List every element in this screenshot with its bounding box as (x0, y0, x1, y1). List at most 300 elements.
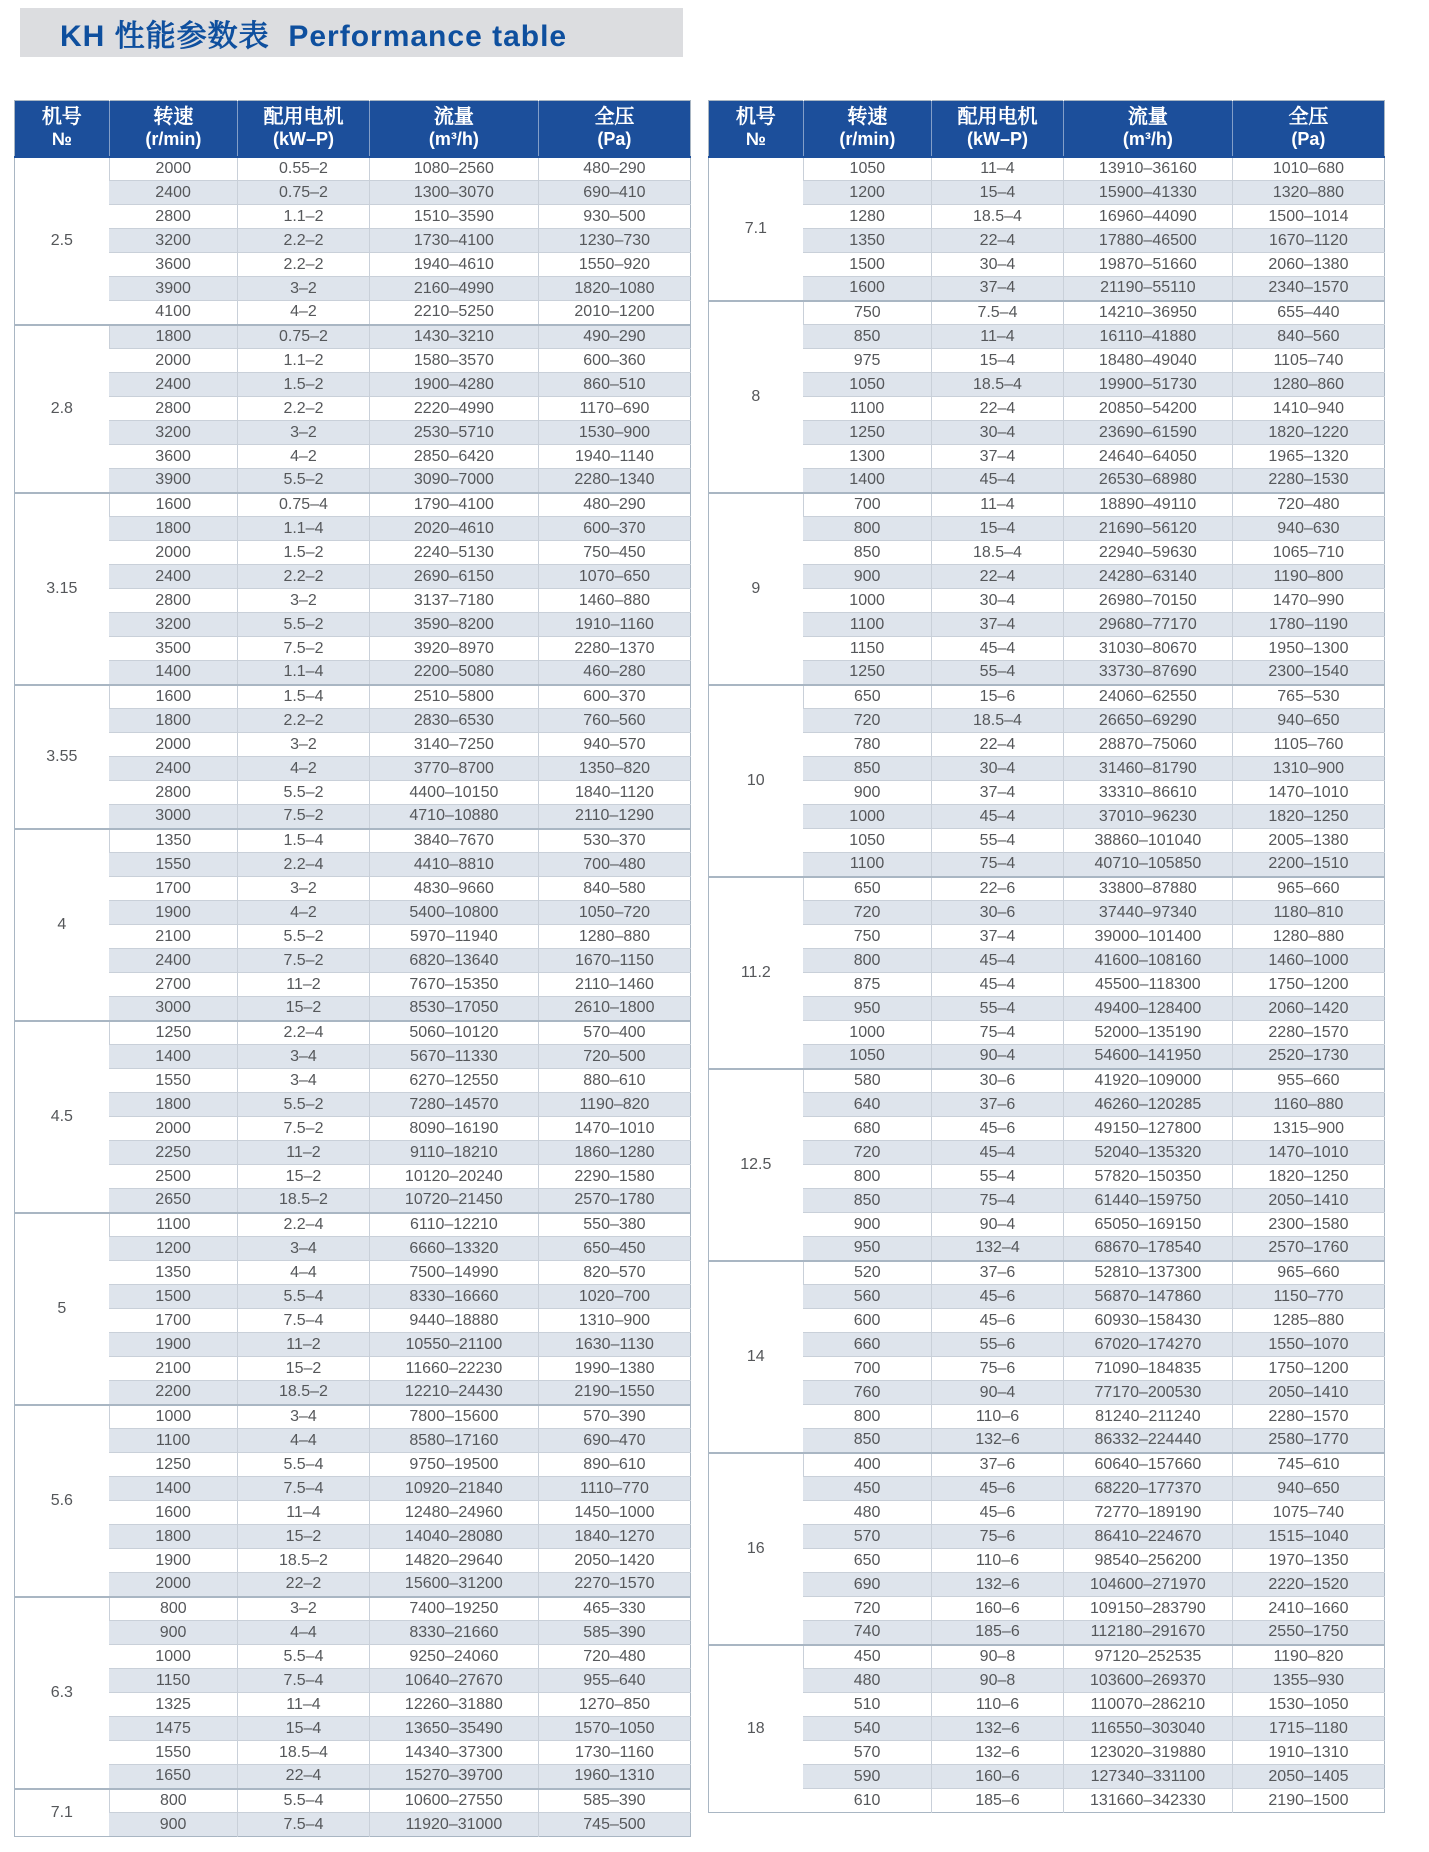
flow-cell: 1510–3590 (369, 205, 538, 229)
table-row (15, 1045, 691, 1069)
table-row (15, 469, 691, 493)
speed-cell: 510 (803, 1693, 931, 1717)
speed-cell: 1350 (109, 829, 237, 853)
motor-cell: 37–4 (932, 781, 1064, 805)
table-row (15, 1213, 691, 1237)
motor-cell: 1.5–2 (238, 373, 370, 397)
pressure-cell: 1715–1180 (1232, 1717, 1384, 1741)
speed-cell: 1050 (803, 157, 931, 181)
table-row (15, 1333, 691, 1357)
speed-cell: 1600 (803, 277, 931, 301)
motor-cell: 7.5–4 (238, 1669, 370, 1693)
speed-cell: 3200 (109, 421, 237, 445)
flow-cell: 6820–13640 (369, 949, 538, 973)
pressure-cell: 1460–1000 (1232, 949, 1384, 973)
motor-cell: 18.5–2 (238, 1381, 370, 1405)
table-row (15, 685, 691, 709)
performance-table-left (14, 100, 691, 1837)
table-row (15, 1765, 691, 1789)
motor-cell: 7.5–2 (238, 637, 370, 661)
flow-cell: 3840–7670 (369, 829, 538, 853)
flow-cell: 10720–21450 (369, 1189, 538, 1213)
motor-cell: 11–2 (238, 1333, 370, 1357)
table-row (709, 1381, 1385, 1405)
table-body (709, 157, 1385, 1813)
motor-cell: 132–6 (932, 1573, 1064, 1597)
motor-cell: 4–2 (238, 445, 370, 469)
flow-cell: 4830–9660 (369, 877, 538, 901)
table-row (15, 229, 691, 253)
fan-size-label: 4 (15, 829, 110, 1021)
speed-cell: 750 (803, 301, 931, 325)
speed-cell: 2650 (109, 1189, 237, 1213)
flow-cell: 39000–101400 (1063, 925, 1232, 949)
table-row (15, 301, 691, 325)
speed-cell: 1600 (109, 493, 237, 517)
motor-cell: 15–2 (238, 1165, 370, 1189)
table-row (709, 973, 1385, 997)
motor-cell: 55–4 (932, 997, 1064, 1021)
pressure-cell: 2110–1460 (538, 973, 690, 997)
motor-cell: 22–4 (238, 1765, 370, 1789)
pressure-cell: 1470–1010 (1232, 781, 1384, 805)
flow-cell: 1580–3570 (369, 349, 538, 373)
motor-cell: 90–8 (932, 1645, 1064, 1669)
pressure-cell: 2280–1570 (1232, 1405, 1384, 1429)
table-row (709, 637, 1385, 661)
flow-cell: 24280–63140 (1063, 565, 1232, 589)
table-row (15, 1021, 691, 1045)
table-row (15, 757, 691, 781)
fan-size-label: 18 (709, 1645, 804, 1813)
pressure-cell: 1285–880 (1232, 1309, 1384, 1333)
speed-cell: 1100 (803, 397, 931, 421)
speed-cell: 850 (803, 757, 931, 781)
motor-cell: 2.2–2 (238, 253, 370, 277)
speed-cell: 1000 (109, 1405, 237, 1429)
pressure-cell: 655–440 (1232, 301, 1384, 325)
table-row (15, 973, 691, 997)
speed-cell: 1700 (109, 1309, 237, 1333)
pressure-cell: 1530–1050 (1232, 1693, 1384, 1717)
motor-cell: 11–4 (932, 157, 1064, 181)
pressure-cell: 1105–740 (1232, 349, 1384, 373)
pressure-cell: 2290–1580 (538, 1165, 690, 1189)
pressure-cell: 1820–1220 (1232, 421, 1384, 445)
pressure-cell: 1170–690 (538, 397, 690, 421)
motor-cell: 5.5–2 (238, 781, 370, 805)
motor-cell: 132–6 (932, 1429, 1064, 1453)
pressure-cell: 2280–1530 (1232, 469, 1384, 493)
pressure-cell: 1840–1120 (538, 781, 690, 805)
pressure-cell: 1150–770 (1232, 1285, 1384, 1309)
pressure-cell: 1280–880 (538, 925, 690, 949)
pressure-cell: 840–580 (538, 877, 690, 901)
flow-cell: 112180–291670 (1063, 1621, 1232, 1645)
motor-cell: 5.5–4 (238, 1645, 370, 1669)
flow-cell: 3920–8970 (369, 637, 538, 661)
table-row (15, 517, 691, 541)
motor-cell: 37–4 (932, 445, 1064, 469)
pressure-cell: 2610–1800 (538, 997, 690, 1021)
flow-cell: 17880–46500 (1063, 229, 1232, 253)
speed-cell: 3500 (109, 637, 237, 661)
pressure-cell: 700–480 (538, 853, 690, 877)
catalog-page (0, 8, 1429, 1837)
table-row (709, 901, 1385, 925)
pressure-cell: 2050–1420 (538, 1549, 690, 1573)
flow-cell: 21190–55110 (1063, 277, 1232, 301)
pressure-cell: 1110–770 (538, 1477, 690, 1501)
table-row (15, 1693, 691, 1717)
motor-cell: 11–4 (932, 493, 1064, 517)
pressure-cell: 1965–1320 (1232, 445, 1384, 469)
motor-cell: 2.2–4 (238, 1213, 370, 1237)
flow-cell: 4410–8810 (369, 853, 538, 877)
pressure-cell: 720–480 (1232, 493, 1384, 517)
table-row (15, 1405, 691, 1429)
table-header (15, 101, 691, 157)
table-row (709, 1429, 1385, 1453)
pressure-cell: 2060–1420 (1232, 997, 1384, 1021)
speed-cell: 450 (803, 1645, 931, 1669)
table-row (709, 1573, 1385, 1597)
motor-cell: 18.5–4 (932, 541, 1064, 565)
speed-cell: 1500 (109, 1285, 237, 1309)
table-row (15, 445, 691, 469)
table-row (15, 1309, 691, 1333)
motor-cell: 30–6 (932, 901, 1064, 925)
motor-cell: 3–4 (238, 1069, 370, 1093)
flow-cell: 21690–56120 (1063, 517, 1232, 541)
pressure-cell: 1160–880 (1232, 1093, 1384, 1117)
flow-cell: 13650–35490 (369, 1717, 538, 1741)
motor-cell: 15–4 (932, 517, 1064, 541)
table-row (709, 1093, 1385, 1117)
table-row (15, 181, 691, 205)
motor-cell: 3–4 (238, 1237, 370, 1261)
speed-cell: 1400 (109, 1045, 237, 1069)
table-row (709, 1069, 1385, 1093)
pressure-cell: 1075–740 (1232, 1501, 1384, 1525)
pressure-cell: 1990–1380 (538, 1357, 690, 1381)
flow-cell: 103600–269370 (1063, 1669, 1232, 1693)
motor-cell: 75–6 (932, 1525, 1064, 1549)
motor-cell: 11–4 (238, 1501, 370, 1525)
table-row (709, 1765, 1385, 1789)
pressure-cell: 600–370 (538, 685, 690, 709)
table-row (709, 1141, 1385, 1165)
speed-cell: 1250 (803, 661, 931, 685)
table-row (15, 1069, 691, 1093)
table-row (709, 1693, 1385, 1717)
speed-cell: 2800 (109, 397, 237, 421)
speed-cell: 1050 (803, 1045, 931, 1069)
pressure-cell: 1820–1250 (1232, 805, 1384, 829)
pressure-cell: 940–570 (538, 733, 690, 757)
table-row (709, 541, 1385, 565)
motor-cell: 2.2–2 (238, 229, 370, 253)
motor-cell: 11–4 (932, 325, 1064, 349)
pressure-cell: 2220–1520 (1232, 1573, 1384, 1597)
pressure-cell: 2570–1760 (1232, 1237, 1384, 1261)
flow-cell: 3770–8700 (369, 757, 538, 781)
table-row (709, 997, 1385, 1021)
speed-cell: 740 (803, 1621, 931, 1645)
pressure-cell: 1470–990 (1232, 589, 1384, 613)
flow-cell: 8530–17050 (369, 997, 538, 1021)
flow-cell: 16110–41880 (1063, 325, 1232, 349)
motor-cell: 7.5–2 (238, 805, 370, 829)
table-row (709, 1357, 1385, 1381)
speed-cell: 2100 (109, 925, 237, 949)
table-row (709, 1261, 1385, 1285)
motor-cell: 7.5–4 (238, 1813, 370, 1837)
speed-cell: 1475 (109, 1717, 237, 1741)
pressure-cell: 965–660 (1232, 1261, 1384, 1285)
table-row (709, 589, 1385, 613)
speed-cell: 600 (803, 1309, 931, 1333)
flow-cell: 3590–8200 (369, 613, 538, 637)
pressure-cell: 1020–700 (538, 1285, 690, 1309)
pressure-cell: 2580–1770 (1232, 1429, 1384, 1453)
flow-cell: 57820–150350 (1063, 1165, 1232, 1189)
table-row (15, 325, 691, 349)
table-body (15, 157, 691, 1837)
flow-cell: 72770–189190 (1063, 1501, 1232, 1525)
speed-cell: 1900 (109, 901, 237, 925)
flow-cell: 3137–7180 (369, 589, 538, 613)
pressure-cell: 2060–1380 (1232, 253, 1384, 277)
pressure-cell: 1355–930 (1232, 1669, 1384, 1693)
fan-size-label: 3.15 (15, 493, 110, 685)
pressure-cell: 1460–880 (538, 589, 690, 613)
pressure-cell: 1750–1200 (1232, 1357, 1384, 1381)
table-row (709, 1621, 1385, 1645)
flow-cell: 10120–20240 (369, 1165, 538, 1189)
flow-cell: 5670–11330 (369, 1045, 538, 1069)
flow-cell: 40710–105850 (1063, 853, 1232, 877)
flow-cell: 12210–24430 (369, 1381, 538, 1405)
col-header-flow: 流量 (m³/h) (1063, 101, 1232, 157)
pressure-cell: 1530–900 (538, 421, 690, 445)
table-row (709, 853, 1385, 877)
flow-cell: 16960–44090 (1063, 205, 1232, 229)
table-row (15, 589, 691, 613)
pressure-cell: 1315–900 (1232, 1117, 1384, 1141)
pressure-cell: 1070–650 (538, 565, 690, 589)
pressure-cell: 650–450 (538, 1237, 690, 1261)
flow-cell: 10640–27670 (369, 1669, 538, 1693)
table-row (15, 1501, 691, 1525)
performance-table-right (708, 100, 1385, 1813)
motor-cell: 4–2 (238, 757, 370, 781)
motor-cell: 3–2 (238, 877, 370, 901)
motor-cell: 3–4 (238, 1405, 370, 1429)
table-row (709, 301, 1385, 325)
flow-cell: 52000–135190 (1063, 1021, 1232, 1045)
table-row (709, 349, 1385, 373)
table-row (15, 1117, 691, 1141)
pressure-cell: 585–390 (538, 1621, 690, 1645)
table-row (15, 1645, 691, 1669)
pressure-cell: 570–390 (538, 1405, 690, 1429)
motor-cell: 5.5–4 (238, 1789, 370, 1813)
flow-cell: 1300–3070 (369, 181, 538, 205)
motor-cell: 30–4 (932, 589, 1064, 613)
motor-cell: 110–6 (932, 1405, 1064, 1429)
flow-cell: 33310–86610 (1063, 781, 1232, 805)
flow-cell: 13910–36160 (1063, 157, 1232, 181)
speed-cell: 1200 (803, 181, 931, 205)
flow-cell: 41920–109000 (1063, 1069, 1232, 1093)
flow-cell: 109150–283790 (1063, 1597, 1232, 1621)
flow-cell: 26530–68980 (1063, 469, 1232, 493)
motor-cell: 45–6 (932, 1309, 1064, 1333)
table-row (15, 1573, 691, 1597)
table-row (15, 661, 691, 685)
table-row (709, 1309, 1385, 1333)
table-row (15, 637, 691, 661)
pressure-cell: 1190–800 (1232, 565, 1384, 589)
pressure-cell: 600–370 (538, 517, 690, 541)
motor-cell: 18.5–2 (238, 1189, 370, 1213)
pressure-cell: 1910–1160 (538, 613, 690, 637)
flow-cell: 9250–24060 (369, 1645, 538, 1669)
table-row (15, 373, 691, 397)
motor-cell: 37–6 (932, 1453, 1064, 1477)
speed-cell: 2100 (109, 1357, 237, 1381)
speed-cell: 750 (803, 925, 931, 949)
pressure-cell: 1940–1140 (538, 445, 690, 469)
speed-cell: 720 (803, 1141, 931, 1165)
table-row (15, 1381, 691, 1405)
flow-cell: 22940–59630 (1063, 541, 1232, 565)
table-row (709, 1045, 1385, 1069)
table-row (15, 1477, 691, 1501)
table-row (709, 1189, 1385, 1213)
speed-cell: 1800 (109, 517, 237, 541)
pressure-cell: 2280–1570 (1232, 1021, 1384, 1045)
speed-cell: 1100 (109, 1213, 237, 1237)
flow-cell: 9110–18210 (369, 1141, 538, 1165)
flow-cell: 2020–4610 (369, 517, 538, 541)
flow-cell: 71090–184835 (1063, 1357, 1232, 1381)
table-row (15, 421, 691, 445)
flow-cell: 2210–5250 (369, 301, 538, 325)
flow-cell: 45500–118300 (1063, 973, 1232, 997)
speed-cell: 1600 (109, 1501, 237, 1525)
motor-cell: 37–4 (932, 277, 1064, 301)
motor-cell: 37–6 (932, 1093, 1064, 1117)
pressure-cell: 1270–850 (538, 1693, 690, 1717)
flow-cell: 18480–49040 (1063, 349, 1232, 373)
motor-cell: 37–4 (932, 925, 1064, 949)
flow-cell: 61440–159750 (1063, 1189, 1232, 1213)
fan-size-label: 11.2 (709, 877, 804, 1069)
motor-cell: 2.2–4 (238, 1021, 370, 1045)
flow-cell: 11920–31000 (369, 1813, 538, 1837)
pressure-cell: 1310–900 (538, 1309, 690, 1333)
pressure-cell: 1820–1080 (538, 277, 690, 301)
motor-cell: 7.5–2 (238, 949, 370, 973)
speed-cell: 1250 (109, 1021, 237, 1045)
speed-cell: 2400 (109, 565, 237, 589)
flow-cell: 6110–12210 (369, 1213, 538, 1237)
col-header-no: 机号 № (15, 101, 110, 157)
pressure-cell: 1050–720 (538, 901, 690, 925)
speed-cell: 800 (803, 1165, 931, 1189)
flow-cell: 5970–11940 (369, 925, 538, 949)
speed-cell: 400 (803, 1453, 931, 1477)
flow-cell: 127340–331100 (1063, 1765, 1232, 1789)
speed-cell: 540 (803, 1717, 931, 1741)
speed-cell: 3000 (109, 997, 237, 1021)
speed-cell: 950 (803, 1237, 931, 1261)
pressure-cell: 940–650 (1232, 1477, 1384, 1501)
speed-cell: 1150 (803, 637, 931, 661)
motor-cell: 5.5–4 (238, 1285, 370, 1309)
pressure-cell: 1180–810 (1232, 901, 1384, 925)
motor-cell: 22–4 (932, 397, 1064, 421)
speed-cell: 700 (803, 493, 931, 517)
motor-cell: 45–6 (932, 1285, 1064, 1309)
flow-cell: 15900–41330 (1063, 181, 1232, 205)
flow-cell: 97120–252535 (1063, 1645, 1232, 1669)
page-title: KH 性能参数表 Performance table (60, 19, 568, 53)
flow-cell: 86410–224670 (1063, 1525, 1232, 1549)
speed-cell: 680 (803, 1117, 931, 1141)
flow-cell: 54600–141950 (1063, 1045, 1232, 1069)
table-row (709, 181, 1385, 205)
table-row (709, 1237, 1385, 1261)
speed-cell: 2000 (109, 157, 237, 181)
pressure-cell: 1820–1250 (1232, 1165, 1384, 1189)
flow-cell: 5400–10800 (369, 901, 538, 925)
flow-cell: 12260–31880 (369, 1693, 538, 1717)
table-row (709, 469, 1385, 493)
table-row (15, 157, 691, 181)
speed-cell: 850 (803, 325, 931, 349)
table-row (709, 949, 1385, 973)
motor-cell: 45–4 (932, 469, 1064, 493)
speed-cell: 900 (803, 1213, 931, 1237)
pressure-cell: 2190–1500 (1232, 1789, 1384, 1813)
speed-cell: 640 (803, 1093, 931, 1117)
motor-cell: 22–4 (932, 565, 1064, 589)
motor-cell: 0.75–2 (238, 181, 370, 205)
motor-cell: 15–2 (238, 1525, 370, 1549)
flow-cell: 3090–7000 (369, 469, 538, 493)
pressure-cell: 820–570 (538, 1261, 690, 1285)
flow-cell: 60930–158430 (1063, 1309, 1232, 1333)
motor-cell: 185–6 (932, 1621, 1064, 1645)
speed-cell: 800 (803, 949, 931, 973)
pressure-cell: 745–500 (538, 1813, 690, 1837)
col-header-pressure: 全压 (Pa) (1232, 101, 1384, 157)
table-row (15, 205, 691, 229)
table-row (15, 613, 691, 637)
speed-cell: 850 (803, 1189, 931, 1213)
motor-cell: 3–2 (238, 1597, 370, 1621)
speed-cell: 900 (109, 1621, 237, 1645)
pressure-cell: 1350–820 (538, 757, 690, 781)
pressure-cell: 2300–1540 (1232, 661, 1384, 685)
flow-cell: 68670–178540 (1063, 1237, 1232, 1261)
speed-cell: 570 (803, 1741, 931, 1765)
table-row (15, 1429, 691, 1453)
fan-size-label: 16 (709, 1453, 804, 1645)
